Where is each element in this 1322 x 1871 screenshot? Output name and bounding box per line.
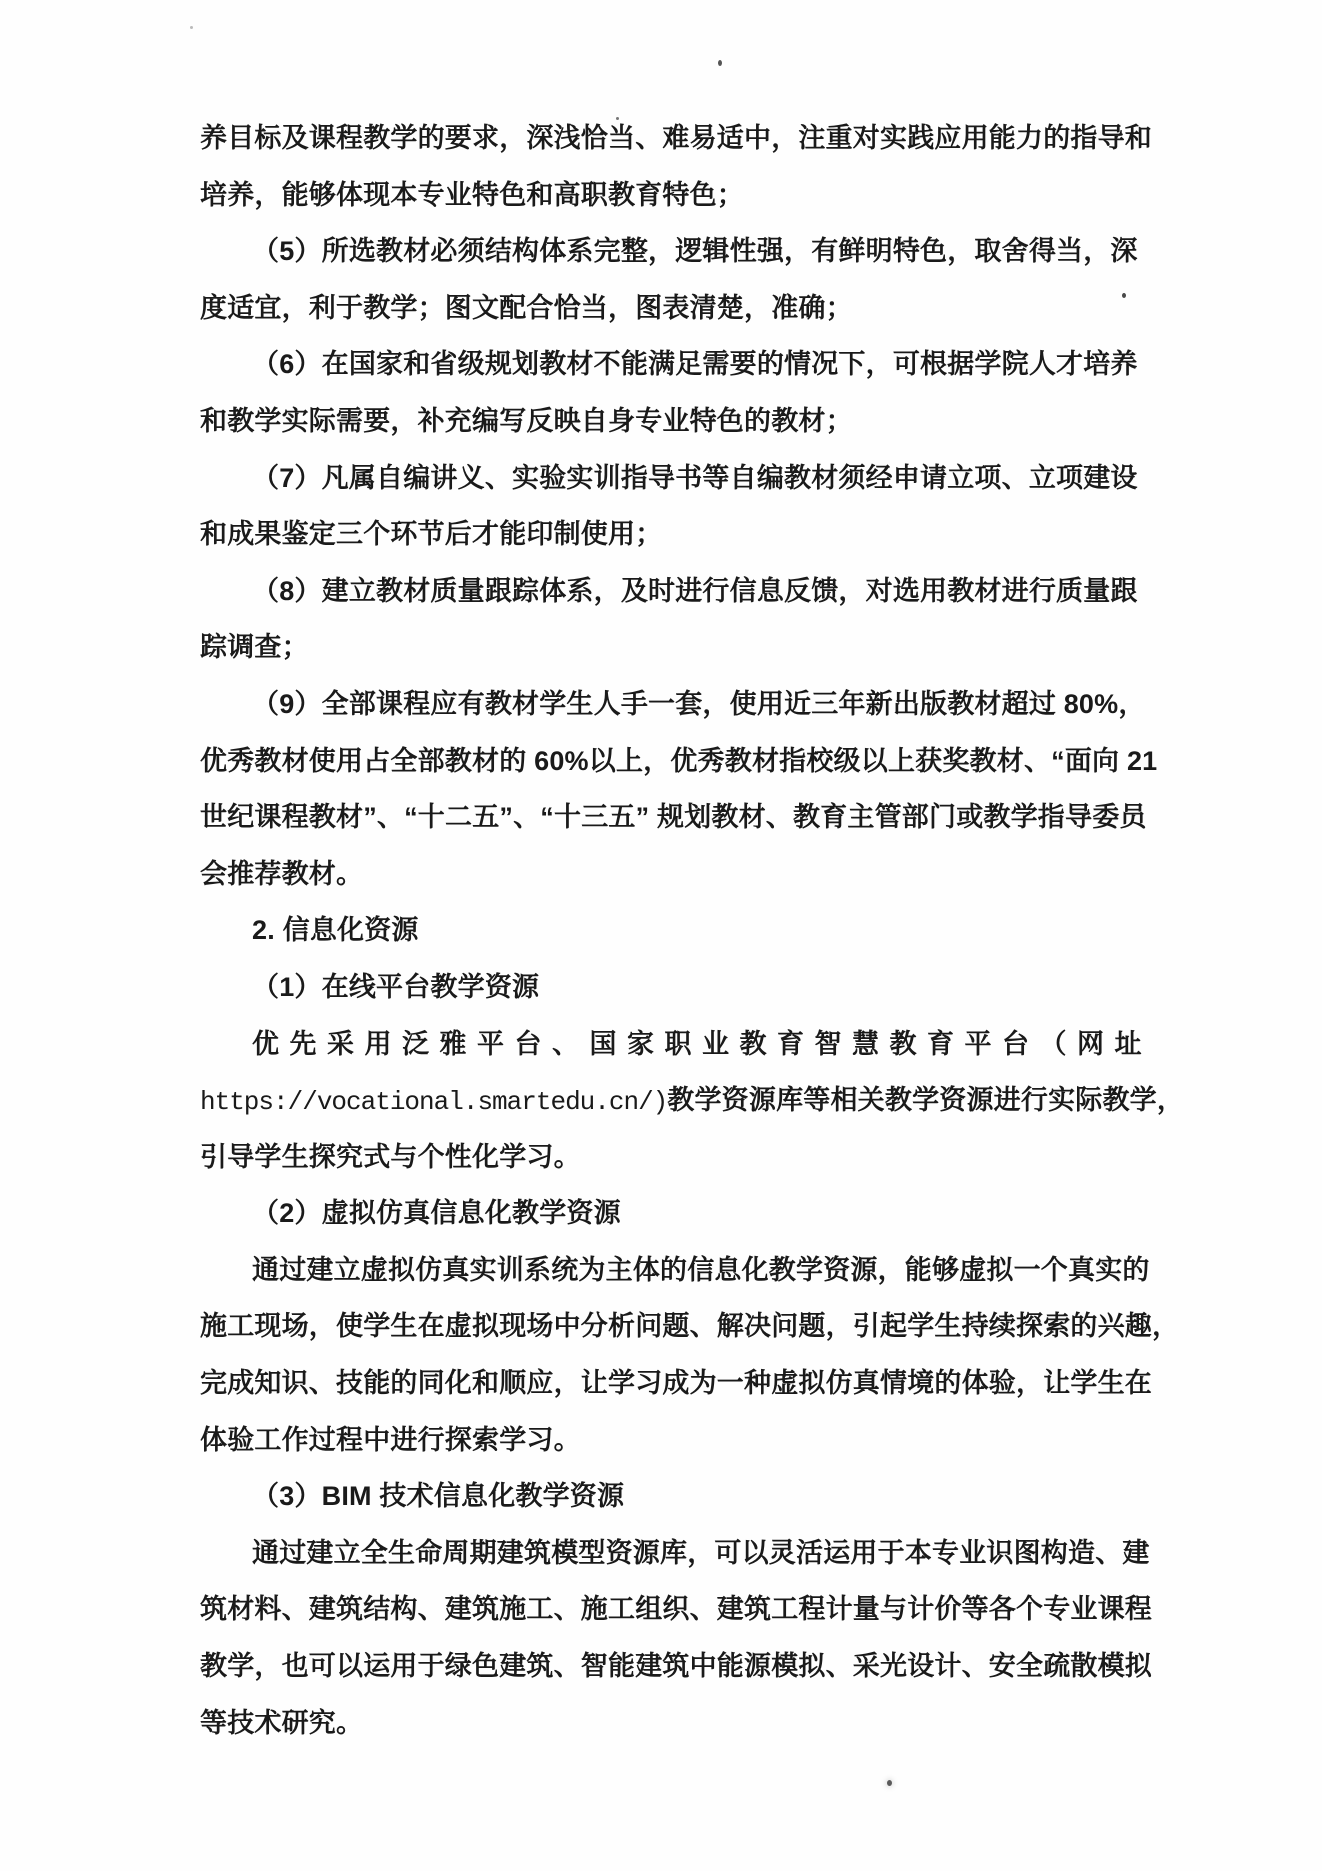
text-line-23: 完成知识、技能的同化和顺应，让学习成为一种虚拟仿真情境的体验，让学生在 xyxy=(200,1368,1152,1399)
text-line-25: （3）BIM 技术信息化教学资源 xyxy=(252,1481,625,1512)
scan-speck xyxy=(616,117,619,120)
text-line-9: （8）建立教材质量跟踪体系，及时进行信息反馈，对选用教材进行质量跟 xyxy=(252,575,1138,606)
text-line-14: 会推荐教材。 xyxy=(200,858,364,889)
text-line-26: 通过建立全生命周期建筑模型资源库，可以灵活运用于本专业识图构造、建 xyxy=(252,1537,1150,1568)
text-line-22: 施工现场，使学生在虚拟现场中分析问题、解决问题，引起学生持续探索的兴趣， xyxy=(200,1311,1180,1342)
text-line-1: 养目标及课程教学的要求，深浅恰当、难易适中，注重对实践应用能力的指导和 xyxy=(200,123,1152,153)
text-line-27: 筑材料、建筑结构、建筑施工、施工组织、建筑工程计量与计价等各个专业课程 xyxy=(200,1594,1152,1625)
scan-speck xyxy=(718,60,722,66)
text-line-3: （5）所选教材必须结构体系完整，逻辑性强，有鲜明特色，取舍得当，深 xyxy=(252,236,1138,267)
text-line-13: 世纪课程教材”、“十二五”、“十三五” 规划教材、教育主管部门或教学指导委员 xyxy=(200,802,1147,833)
text-line-2: 培养，能够体现本专业特色和高职教育特色； xyxy=(200,179,744,210)
text-line-7: （7）凡属自编讲义、实验实训指导书等自编教材须经申请立项、立项建设 xyxy=(252,462,1138,493)
text-line-18 xyxy=(200,1072,1185,1129)
text-line-20: （2）虚拟仿真信息化教学资源 xyxy=(252,1198,621,1229)
text-line-16: （1）在线平台教学资源 xyxy=(252,971,540,1002)
text-line-28: 教学，也可以运用于绿色建筑、智能建筑中能源模拟、采光设计、安全疏散模拟 xyxy=(200,1651,1152,1682)
scan-speck xyxy=(190,26,193,29)
text-line-17: 优先采用泛雅平台、国家职业教育智慧教育平台（网址 xyxy=(252,1028,1152,1059)
text-line-4: 度适宜，利于教学；图文配合恰当，图表清楚，准确； xyxy=(200,292,853,323)
text-line-12: 优秀教材使用占全部教材的 60%以上，优秀教材指校级以上获奖教材、“面向 21 xyxy=(200,745,1158,776)
text-line-6: 和教学实际需要，补充编写反映自身专业特色的教材； xyxy=(200,405,853,436)
text-line-10: 踪调查； xyxy=(200,632,309,663)
document-text-block xyxy=(200,110,1185,1751)
text-line-24: 体验工作过程中进行探索学习。 xyxy=(200,1424,581,1455)
text-line-8: 和成果鉴定三个环节后才能印制使用； xyxy=(200,519,663,550)
scan-speck xyxy=(1122,293,1126,298)
scan-speck xyxy=(887,1780,892,1786)
text-line-21: 通过建立虚拟仿真实训系统为主体的信息化教学资源，能够虚拟一个真实的 xyxy=(252,1254,1150,1285)
url-text: https://vocational.smartedu.cn/) xyxy=(200,1087,668,1118)
text-line-5: （6）在国家和省级规划教材不能满足需要的情况下，可根据学院人才培养 xyxy=(252,349,1138,380)
text-line-29: 等技术研究。 xyxy=(200,1707,364,1738)
text-line-11: （9）全部课程应有教材学生人手一套，使用近三年新出版教材超过 80%， xyxy=(252,688,1146,719)
line-text: 教学资源库等相关教学资源进行实际教学， xyxy=(667,1085,1185,1116)
text-line-19: 引导学生探究式与个性化学习。 xyxy=(200,1141,581,1172)
text-line-15: 2. 信息化资源 xyxy=(252,915,419,946)
